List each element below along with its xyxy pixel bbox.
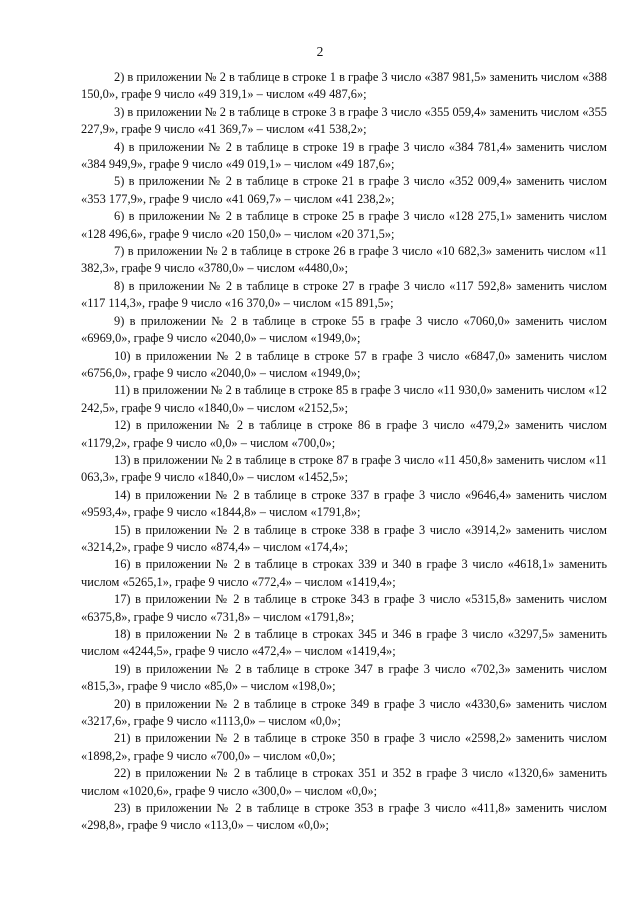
amendment-item-19: 19) в приложении № 2 в таблице в строке 347 в графе 3 число «702,3» заменить числом «815,3», графе 9 число «85,0» – числом «198,0»;: [81, 661, 607, 694]
amendment-list: [81, 69, 607, 835]
amendment-item-4: 4) в приложении № 2 в таблице в строке 19 в графе 3 число «384 781,4» заменить числом «384 949,9», графе 9 число «49 019,1» – числом «49 187,6»;: [81, 139, 607, 172]
amendment-item-5: 5) в приложении № 2 в таблице в строке 21 в графе 3 число «352 009,4» заменить числом «353 177,9», графе 9 число «41 069,7» – числом «41 238,2»;: [81, 174, 607, 206]
amendment-item-17: 17) в приложении № 2 в таблице в строке 343 в графе 3 число «5315,8» заменить числом «6375,8», графе 9 число «731,8» – числом «1791,8»;: [81, 592, 607, 624]
amendment-item-11: 11) в приложении № 2 в таблице в строке 85 в графе 3 число «11 930,0» заменить числом «12 242,5», графе 9 число «1840,0» – числом «2152,5»;: [81, 383, 607, 415]
amendment-item-7: 7) в приложении № 2 в таблице в строке 26 в графе 3 число «10 682,3» заменить числом «11 382,3», графе 9 число «3780,0» – числом «4480,0»;: [81, 244, 607, 276]
amendment-item-21: 21) в приложении № 2 в таблице в строке 350 в графе 3 число «2598,2» заменить числом «1898,2», графе 9 число «700,0» – числом «0,0»;: [81, 731, 607, 763]
amendment-item-3: 3) в приложении № 2 в таблице в строке 3 в графе 3 число «355 059,4» заменить числом «355 227,9», графе 9 число «41 369,7» – числом «41 538,2»;: [81, 104, 607, 137]
amendment-item-20: 20) в приложении № 2 в таблице в строке 349 в графе 3 число «4330,6» заменить числом «3217,6», графе 9 число «1113,0» – числом «0,0»;: [81, 696, 607, 729]
amendment-item-16: 16) в приложении № 2 в таблице в строках 339 и 340 в графе 3 число «4618,1» заменить числом «5265,1», графе 9 число «772,4» – числом «1419,4»;: [81, 557, 607, 589]
amendment-item-18: 18) в приложении № 2 в таблице в строках 345 и 346 в графе 3 число «3297,5» заменить числом «4244,5», графе 9 число «472,4» – числом «1419,4»;: [81, 627, 607, 659]
amendment-item-13: 13) в приложении № 2 в таблице в строке 87 в графе 3 число «11 450,8» заменить числом «11 063,3», графе 9 число «1840,0» – числом «1452,5»;: [81, 452, 607, 485]
amendment-item-22: 22) в приложении № 2 в таблице в строках 351 и 352 в графе 3 число «1320,6» заменить числом «1020,6», графе 9 число «300,0» – числом «0,0»;: [81, 766, 607, 798]
amendment-item-23: 23) в приложении № 2 в таблице в строке 353 в графе 3 число «411,8» заменить числом «298,8», графе 9 число «113,0» – числом «0,0»;: [81, 801, 607, 833]
amendment-item-12: 12) в приложении № 2 в таблице в строке 86 в графе 3 число «479,2» заменить числом «1179,2», графе 9 число «0,0» – числом «700,0»;: [81, 418, 607, 450]
page-number: 2: [316, 44, 324, 59]
amendment-item-6: 6) в приложении № 2 в таблице в строке 25 в графе 3 число «128 275,1» заменить числом «128 496,6», графе 9 число «20 150,0» – числом «20 371,5»;: [81, 209, 607, 241]
amendment-item-14: 14) в приложении № 2 в таблице в строке 337 в графе 3 число «9646,4» заменить числом «9593,4», графе 9 число «1844,8» – числом «1791,8»;: [81, 487, 607, 520]
amendment-item-9: 9) в приложении № 2 в таблице в строке 55 в графе 3 число «7060,0» заменить числом «6969,0», графе 9 число «2040,0» – числом «1949,0»;: [81, 313, 607, 346]
amendment-item-8: 8) в приложении № 2 в таблице в строке 27 в графе 3 число «117 592,8» заменить числом «117 114,3», графе 9 число «16 370,0» – числом «15 891,5»;: [81, 278, 607, 311]
amendment-item-15: 15) в приложении № 2 в таблице в строке 338 в графе 3 число «3914,2» заменить числом «3214,2», графе 9 число «874,4» – числом «174,4»;: [81, 522, 607, 554]
amendment-item-10: 10) в приложении № 2 в таблице в строке 57 в графе 3 число «6847,0» заменить числом «6756,0», графе 9 число «2040,0» – числом «1949,0»;: [81, 348, 607, 380]
amendment-item-2: 2) в приложении № 2 в таблице в строке 1 в графе 3 число «387 981,5» заменить числом «388 150,0», графе 9 число «49 319,1» – числом «49 487,6»;: [81, 70, 607, 102]
